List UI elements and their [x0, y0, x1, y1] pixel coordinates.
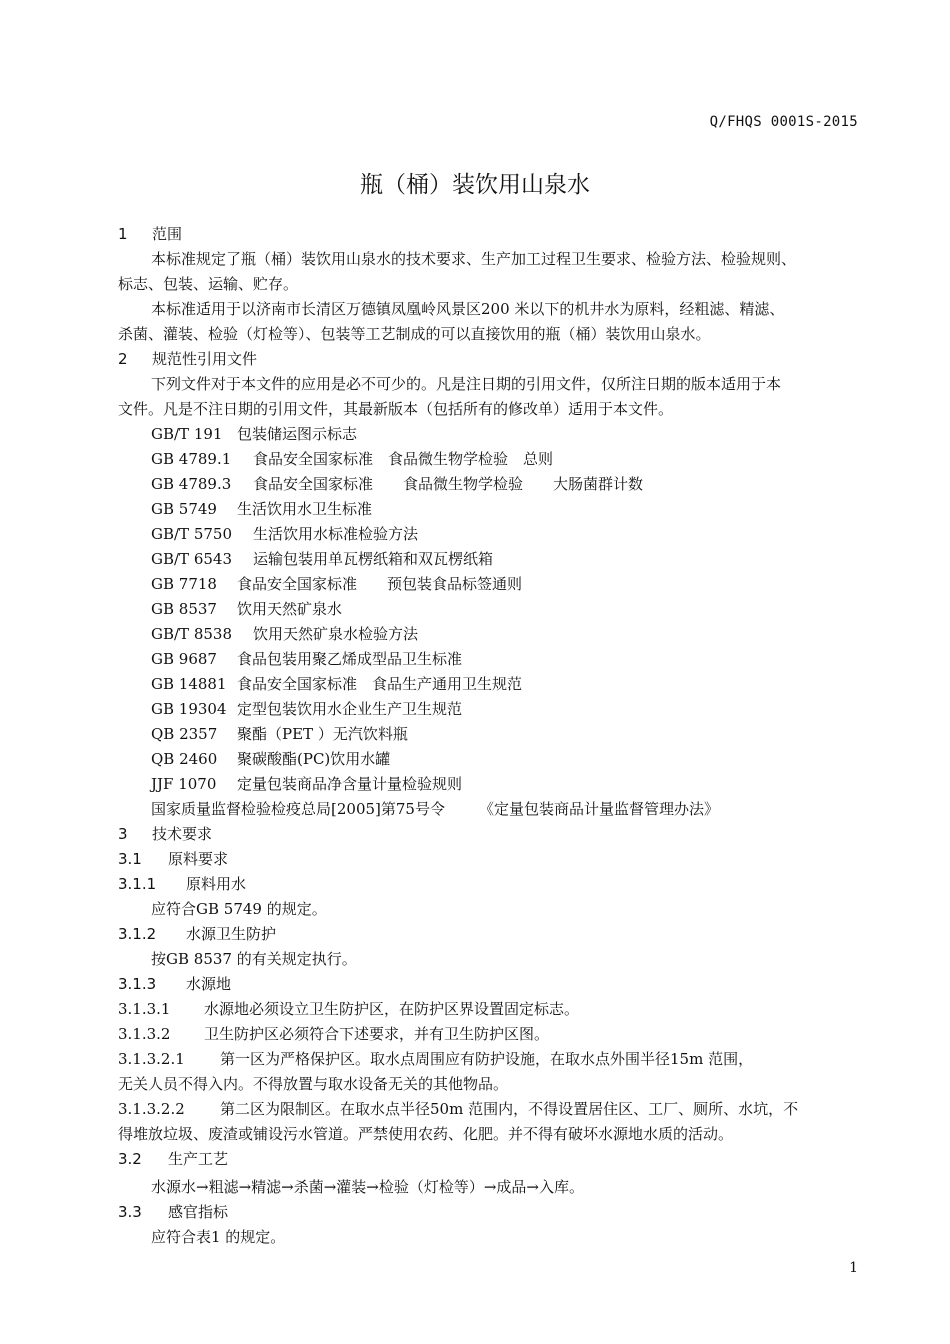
reference-code: GB/T 8538	[151, 625, 233, 643]
reference-item	[118, 472, 868, 497]
reference-item	[118, 547, 868, 572]
reference-title: 定量包装商品净含量计量检验规则	[237, 775, 463, 793]
section-heading-3-1-3: 3.1.3 水源地	[118, 975, 232, 993]
reference-item	[118, 697, 868, 722]
document-title: 瓶（桶）装饮用山泉水	[360, 172, 590, 198]
reference-code: GB 4789.1	[151, 450, 232, 468]
paragraph-line: 标志、包装、运输、贮存。	[118, 275, 299, 293]
section-heading-3-1-2: 3.1.2 水源卫生防护	[118, 925, 277, 943]
reference-item	[118, 447, 868, 472]
reference-code: QB 2460	[151, 750, 218, 768]
reference-code: GB 5749	[151, 500, 217, 518]
section-heading-2: 2 规范性引用文件	[118, 350, 258, 368]
paragraph-line: 下列文件对于本文件的应用是必不可少的。凡是注日期的引用文件，仅所注日期的版本适用于本	[151, 375, 782, 393]
reference-title: 包装储运图示标志	[237, 425, 358, 443]
reference-code: GB 9687	[151, 650, 217, 668]
reference-code: GB/T 5750	[151, 525, 233, 543]
reference-code: GB/T 6543	[151, 550, 233, 568]
page-number: 1	[849, 1260, 858, 1276]
reference-item	[118, 522, 868, 547]
section-heading-3-1: 3.1 原料要求	[118, 850, 229, 868]
reference-title: 定型包装饮用水企业生产卫生规范	[237, 700, 463, 718]
section-heading-3: 3 技术要求	[118, 825, 213, 843]
reference-title: 聚碳酸酯(PC)饮用水罐	[237, 750, 391, 768]
reference-title: 饮用天然矿泉水检验方法	[253, 625, 419, 643]
paragraph-line: 应符合表1 的规定。	[151, 1228, 286, 1246]
reference-item	[118, 647, 868, 672]
paragraph-line: 本标准适用于以济南市长清区万德镇凤凰岭风景区200 米以下的机井水为原料，经粗滤、精滤、	[151, 300, 785, 318]
clause-3-1-3-2: 3.1.3.2 卫生防护区必须符合下述要求，并有卫生防护区图。	[118, 1025, 550, 1043]
reference-item	[118, 597, 868, 622]
clause-3-1-3-2-2: 3.1.3.2.2 第二区为限制区。在取水点半径50m 范围内，不得设置居住区、工厂、厕所、水坑，不	[118, 1100, 799, 1118]
reference-item	[118, 672, 868, 697]
section-heading-1: 1 范围	[118, 225, 183, 243]
reference-item: 国家质量监督检验检疫总局[2005]第75号令 《定量包装商品计量监督管理办法》	[151, 800, 719, 818]
section-heading-3-1-1: 3.1.1 原料用水	[118, 875, 247, 893]
paragraph-line: 按GB 8537 的有关规定执行。	[151, 950, 357, 968]
process-flow: 水源水→粗滤→精滤→杀菌→灌装→检验（灯检等）→成品→入库。	[151, 1178, 584, 1196]
paragraph-line: 应符合GB 5749 的规定。	[151, 900, 327, 918]
reference-code: GB 19304	[151, 700, 227, 718]
reference-title: 食品安全国家标准 食品微生物学检验 总则	[253, 450, 554, 468]
reference-title: 食品安全国家标准 食品生产通用卫生规范	[237, 675, 523, 693]
clause-3-1-3-1: 3.1.3.1 水源地必须设立卫生防护区，在防护区界设置固定标志。	[118, 1000, 580, 1018]
reference-title: 生活饮用水标准检验方法	[253, 525, 419, 543]
paragraph-line: 文件。凡是不注日期的引用文件，其最新版本（包括所有的修改单）适用于本文件。	[118, 400, 674, 418]
reference-code: GB 4789.3	[151, 475, 232, 493]
reference-code: GB 7718	[151, 575, 217, 593]
reference-title: 生活饮用水卫生标准	[237, 500, 373, 518]
reference-title: 食品包装用聚乙烯成型品卫生标准	[237, 650, 463, 668]
paragraph-line: 得堆放垃圾、废渣或铺设污水管道。严禁使用农药、化肥。并不得有破坏水源地水质的活动。	[118, 1125, 734, 1143]
reference-item	[118, 497, 868, 522]
paragraph-line: 无关人员不得入内。不得放置与取水设备无关的其他物品。	[118, 1075, 509, 1093]
reference-list	[118, 422, 868, 797]
paragraph-line: 杀菌、灌装、检验（灯检等）、包装等工艺制成的可以直接饮用的瓶（桶）装饮用山泉水。	[118, 325, 711, 343]
reference-title: 聚酯（PET ）无汽饮料瓶	[237, 725, 408, 743]
reference-title: 饮用天然矿泉水	[237, 600, 343, 618]
reference-code: JJF 1070	[151, 775, 217, 793]
document-code: Q/FHQS 0001S-2015	[709, 114, 858, 130]
reference-item	[118, 572, 868, 597]
document-body	[118, 222, 868, 1250]
reference-title: 食品安全国家标准 食品微生物学检验 大肠菌群计数	[253, 475, 644, 493]
clause-3-1-3-2-1: 3.1.3.2.1 第一区为严格保护区。取水点周围应有防护设施，在取水点外围半径15m 范围，	[118, 1050, 754, 1068]
reference-code: GB/T 191	[151, 425, 223, 443]
section-heading-3-3: 3.3 感官指标	[118, 1203, 229, 1221]
reference-item	[118, 622, 868, 647]
reference-code: QB 2357	[151, 725, 218, 743]
reference-item	[118, 747, 868, 772]
reference-item	[118, 422, 868, 447]
reference-title: 运输包装用单瓦楞纸箱和双瓦楞纸箱	[253, 550, 494, 568]
reference-item	[118, 772, 868, 797]
reference-code: GB 8537	[151, 600, 217, 618]
section-heading-3-2: 3.2 生产工艺	[118, 1150, 229, 1168]
paragraph-line: 本标准规定了瓶（桶）装饮用山泉水的技术要求、生产加工过程卫生要求、检验方法、检验规则、	[151, 250, 797, 268]
reference-item	[118, 722, 868, 747]
reference-code: GB 14881	[151, 675, 227, 693]
reference-title: 食品安全国家标准 预包装食品标签通则	[237, 575, 523, 593]
